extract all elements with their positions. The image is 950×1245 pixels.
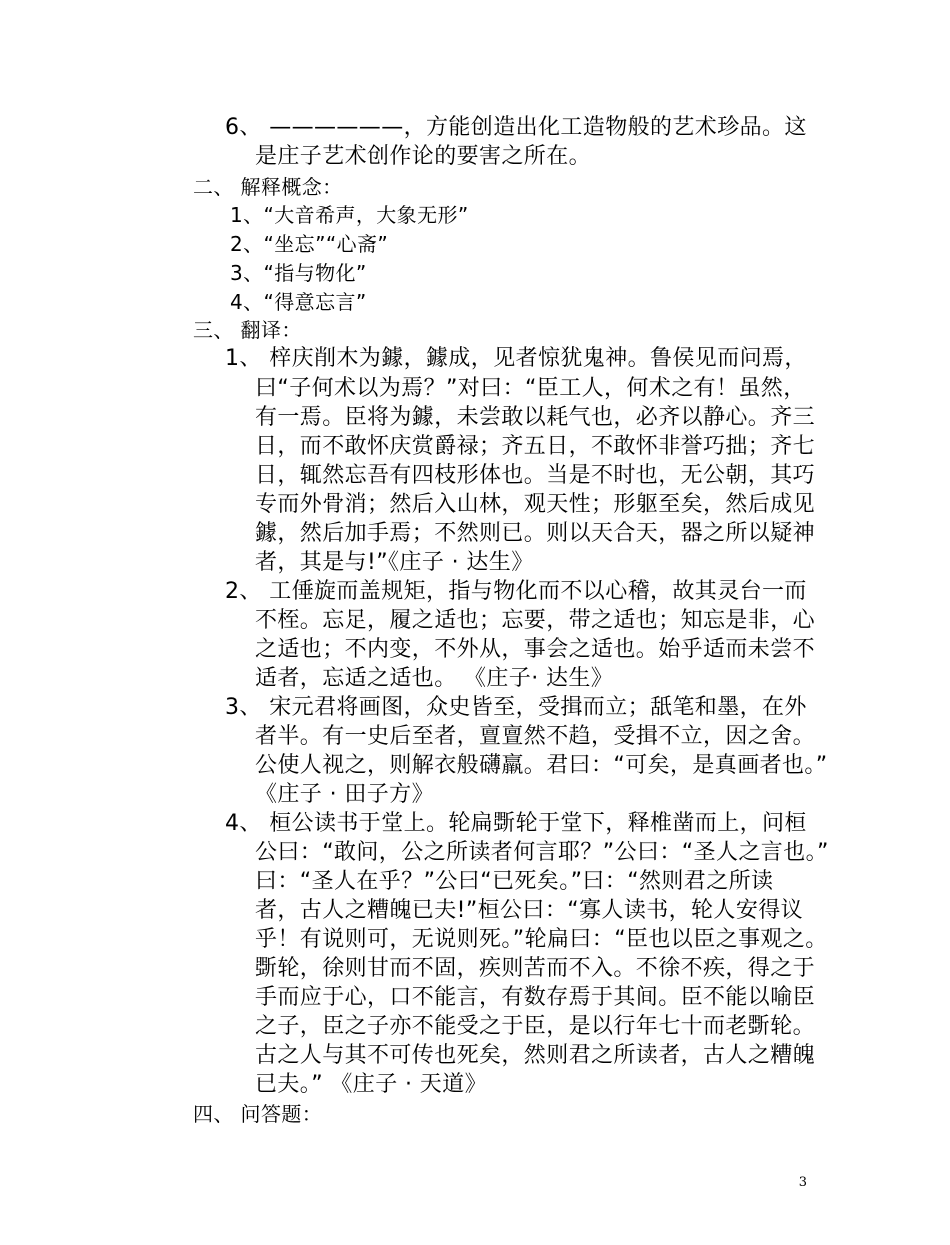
- translation-4-line: 曰：“圣人在乎？”公曰“已死矣。”曰：“然则君之所读: [255, 869, 774, 894]
- concept-item-3: 3、“指与物化”: [230, 261, 367, 285]
- page-number: 3: [798, 1175, 807, 1190]
- translation-4-line: 乎！有说则可，无说则死。”轮扁曰：“臣也以臣之事观之。: [255, 927, 828, 952]
- translation-4-line: 斲轮，徐则甘而不固，疾则苦而不入。不徐不疾，得之于: [255, 956, 816, 981]
- translation-1-line: 日，辄然忘吾有四枝形体也。当是不时也，无公朝，其巧: [255, 463, 816, 488]
- translation-3-line: 《庄子 · 田子方》: [255, 782, 434, 807]
- concept-item-2: 2、“坐忘”“心斋”: [230, 232, 389, 256]
- concept-item-4: 4、“得意忘言”: [230, 290, 367, 314]
- section-2-heading: 二、 解释概念：: [193, 175, 343, 199]
- question-6-line-2: 是庄子艺术创作论的要害之所在。: [255, 144, 592, 169]
- translation-1-line: 者，其是与!”《庄子 · 达生》: [255, 550, 534, 575]
- section-3-heading: 三、 翻译：: [193, 318, 302, 342]
- translation-1-line: 日，而不敢怀庆赏爵禄；齐五日，不敢怀非誉巧拙；齐七: [255, 434, 816, 459]
- translation-4-line: 公曰：“敢问，公之所读者何言耶？”公曰：“圣人之言也。”: [255, 840, 829, 865]
- translation-1-line: 有一焉。臣将为鐻，未尝敢以耗气也，必齐以静心。齐三: [255, 405, 816, 430]
- translation-2-line: 不桎。忘足，履之适也；忘要，带之适也；知忘是非，心: [255, 608, 816, 633]
- translation-3-line: 公使人视之，则解衣般礴羸。君曰：“可矣，是真画者也。”: [255, 753, 828, 778]
- concept-item-1: 1、“大音希声，大象无形”: [230, 203, 469, 227]
- translation-4-line: 4、 桓公读书于堂上。轮扁斲轮于堂下，释椎凿而上，问桓: [225, 811, 807, 836]
- translation-3-line: 3、 宋元君将画图，众史皆至，受揖而立；舐笔和墨，在外: [225, 695, 807, 720]
- translation-1-line: 鐻，然后加手焉；不然则已。则以天合天，器之所以疑神: [255, 521, 816, 546]
- translation-1-line: 专而外骨消；然后入山林，观天性；形躯至矣，然后成见: [255, 492, 816, 517]
- translation-4-line: 手而应于心，口不能言，有数存焉于其间。臣不能以喻臣: [255, 985, 816, 1010]
- translation-4-line: 之子，臣之子亦不能受之于臣，是以行年七十而老斲轮。: [255, 1014, 816, 1039]
- translation-2-line: 之适也；不内变，不外从，事会之适也。始乎适而未尝不: [255, 637, 816, 662]
- translation-3-line: 者半。有一史后至者，亶亶然不趋，受揖不立，因之舍。: [255, 724, 816, 749]
- question-6-line-1: 6、 ——————，方能创造出化工造物般的艺术珍品。这: [225, 115, 807, 140]
- translation-4-line: 已夫。” 《庄子 · 天道》: [255, 1072, 487, 1097]
- translation-4-line: 者，古人之糟魄已夫!”桓公曰：“寡人读书，轮人安得议: [255, 898, 804, 923]
- translation-1-line: 1、 梓庆削木为鐻，鐻成，见者惊犹鬼神。鲁侯见而问焉，: [225, 346, 807, 371]
- translation-2-line: 2、 工倕旋而盖规矩，指与物化而不以心稽，故其灵台一而: [225, 579, 807, 604]
- translation-1-line: 曰“子何术以为焉？”对曰：“臣工人，何术之有！虽然，: [255, 376, 806, 401]
- translation-2-line: 适者，忘适之适也。 《庄子· 达生》: [255, 666, 614, 691]
- section-4-heading: 四、 问答题：: [193, 1102, 323, 1126]
- translation-4-line: 古之人与其不可传也死矣，然则君之所读者，古人之糟魄: [255, 1043, 816, 1068]
